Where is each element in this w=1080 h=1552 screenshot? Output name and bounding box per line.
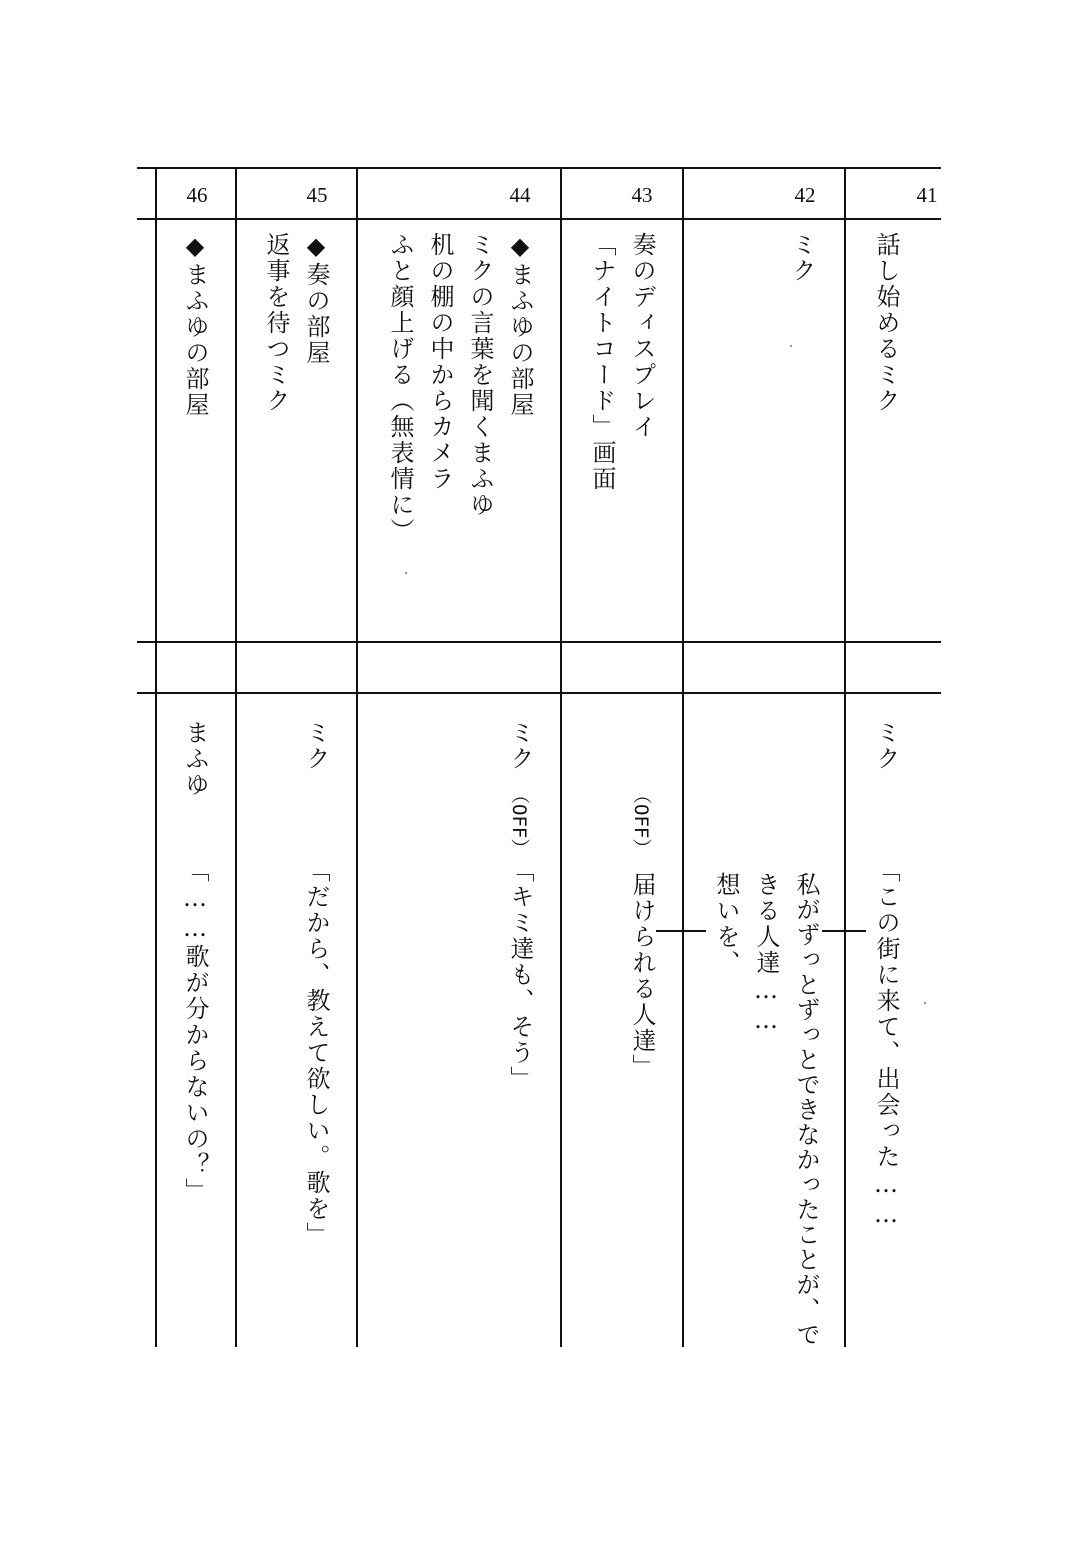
scene-number: 44	[509, 183, 531, 207]
column-rule	[560, 167, 562, 1347]
scene-action: 「ナイトコード」画面	[588, 232, 616, 492]
dialogue-line: 想いを、	[712, 872, 740, 976]
dialogue-line: 届けられる人達」	[628, 872, 656, 1080]
scan-speck	[790, 345, 792, 347]
scene-action: ミク	[788, 232, 816, 284]
dialogue-line: きる人達……	[752, 872, 780, 1036]
action-bottom-rule	[137, 641, 941, 643]
speaker-name: ミク	[872, 720, 900, 772]
scene-number: 45	[306, 183, 328, 207]
scene-number: 43	[631, 183, 653, 207]
scene-action: 机の棚の中からカメラ	[426, 232, 454, 492]
column-rule	[844, 167, 846, 1347]
scene-number: 46	[186, 183, 208, 207]
scene-action: 奏のディスプレイ	[628, 232, 656, 440]
scene-action: ふと顔上げる（無表情に）	[386, 232, 414, 544]
scan-speck	[924, 1002, 926, 1004]
column-rule	[682, 167, 684, 1347]
dialogue-line: 「この街に来て、出会った……	[872, 858, 900, 1230]
off-label: OFF	[630, 804, 652, 839]
speaker-name: まふゆ	[181, 720, 209, 798]
scene-action: ◆奏の部屋	[302, 232, 330, 366]
off-label: OFF	[508, 804, 530, 839]
off-marker: （OFF）	[508, 785, 530, 858]
dialogue-line: 「だから、教えて欲しい。歌を」	[302, 858, 330, 1248]
continuation-tie	[822, 930, 866, 932]
scene-action: 返事を待つミク	[262, 232, 290, 414]
scene-number: 41	[916, 183, 938, 207]
scan-speck	[405, 572, 407, 574]
dialogue-line: 「……歌が分からないの？」	[181, 858, 209, 1204]
continuation-tie	[656, 930, 706, 932]
dialogue-line: 私がずっとずっとできなかったことが、で	[792, 872, 820, 1347]
off-marker: （OFF）	[630, 785, 652, 858]
dialogue-line: 「キミ達も、そう」	[506, 858, 534, 1092]
column-rule	[235, 167, 237, 1347]
table-top-rule	[137, 167, 941, 169]
speaker-name: ミク	[302, 720, 330, 772]
scene-action: ◆まふゆの部屋	[181, 232, 209, 418]
header-bottom-rule	[137, 218, 941, 220]
scene-number: 42	[794, 183, 816, 207]
scene-action: 話し始めるミク	[872, 232, 900, 414]
scene-action: ミクの言葉を聞くまふゆ	[466, 232, 494, 518]
scene-action: ◆まふゆの部屋	[506, 232, 534, 418]
speaker-name: ミク	[506, 720, 534, 772]
column-rule	[155, 167, 157, 1347]
dialogue-top-rule	[137, 692, 941, 694]
column-rule	[356, 167, 358, 1347]
